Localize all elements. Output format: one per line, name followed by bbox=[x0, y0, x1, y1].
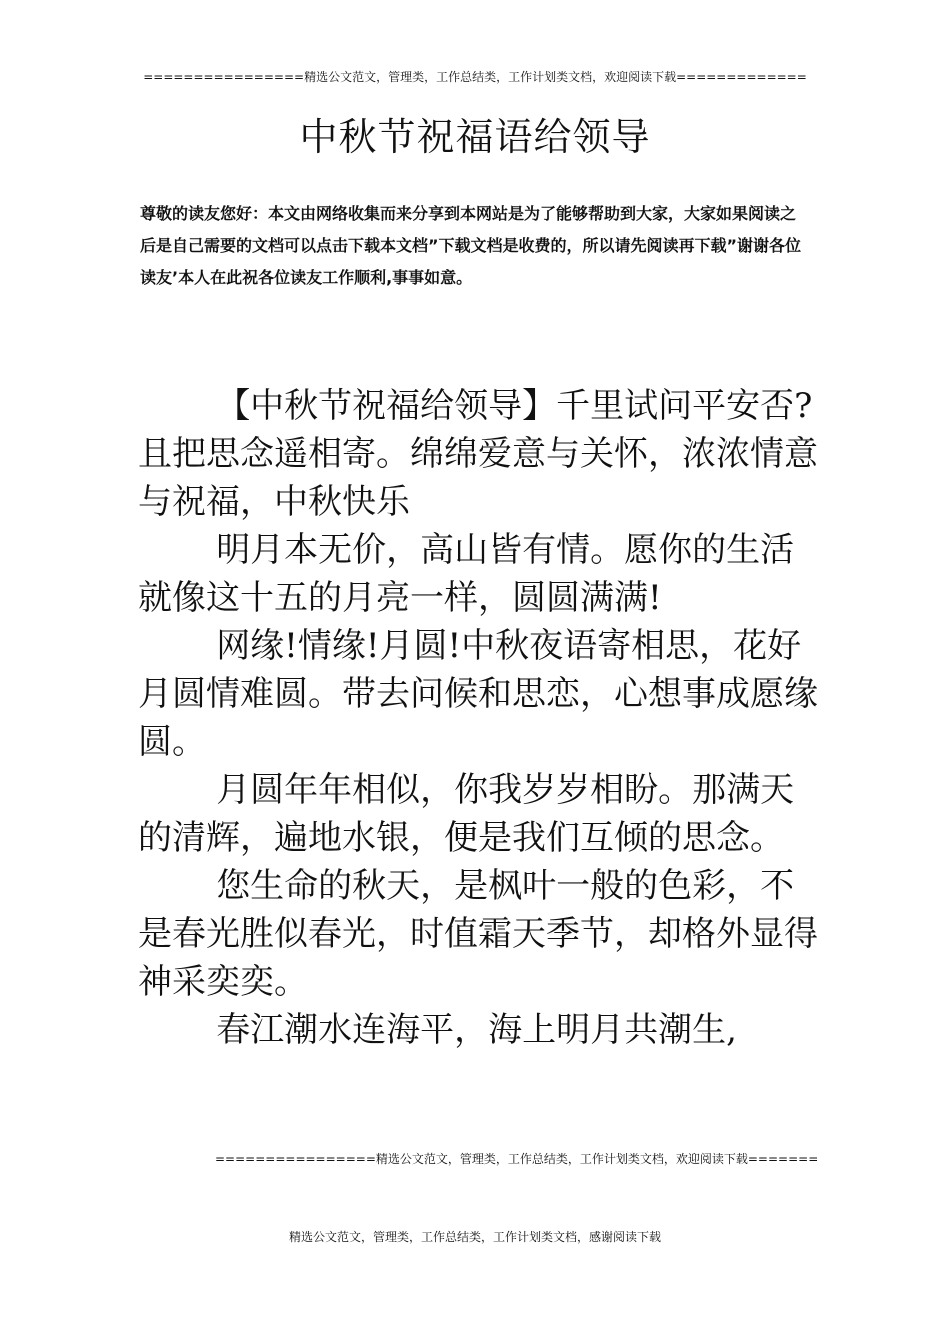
reader-notice: 尊敬的读友您好：本文由网络收集而来分享到本网站是为了能够帮助到大家，大家如果阅读之后是自己需要的文档可以点击下载本文档”下载文档是收费的，所以请先阅读再下载”谢谢各位读友’本人在此祝各位读友工作顺利,事事如意。 bbox=[140, 204, 802, 287]
body-paragraph: 春江潮水连海平，海上明月共潮生, bbox=[216, 1010, 737, 1050]
document-body bbox=[138, 382, 818, 1054]
body-paragraph: 月圆年年相似，你我岁岁相盼。那满天的清辉，遍地水银，便是我们互倾的思念。 bbox=[138, 770, 795, 858]
footer-note: 精选公文范文，管理类，工作总结类，工作计划类文档，感谢阅读下载 bbox=[288, 1230, 661, 1244]
header-banner: ================精选公文范文，管理类，工作总结类，工作计划类文档，欢迎阅读下载============= bbox=[143, 70, 807, 84]
body-paragraph: 明月本无价，高山皆有情。愿你的生活就像这十五的月亮一样，圆圆满满! bbox=[138, 530, 795, 618]
body-paragraph: 网缘!情缘!月圆!中秋夜语寄相思，花好月圆情难圆。带去问候和思恋，心想事成愿缘圆。 bbox=[138, 626, 818, 762]
body-paragraph: 【中秋节祝福给领导】千里试问平安否?且把思念遥相寄。绵绵爱意与关怀，浓浓情意与祝福，中秋快乐 bbox=[138, 386, 818, 522]
body-paragraph: 您生命的秋天，是枫叶一般的色彩，不是春光胜似春光，时值霜天季节，却格外显得神采奕奕。 bbox=[138, 866, 818, 1002]
document-title: 中秋节祝福语给领导 bbox=[299, 115, 651, 159]
footer-banner: ================精选公文范文，管理类，工作总结类，工作计划类文档，欢迎阅读下载======= bbox=[215, 1152, 819, 1166]
